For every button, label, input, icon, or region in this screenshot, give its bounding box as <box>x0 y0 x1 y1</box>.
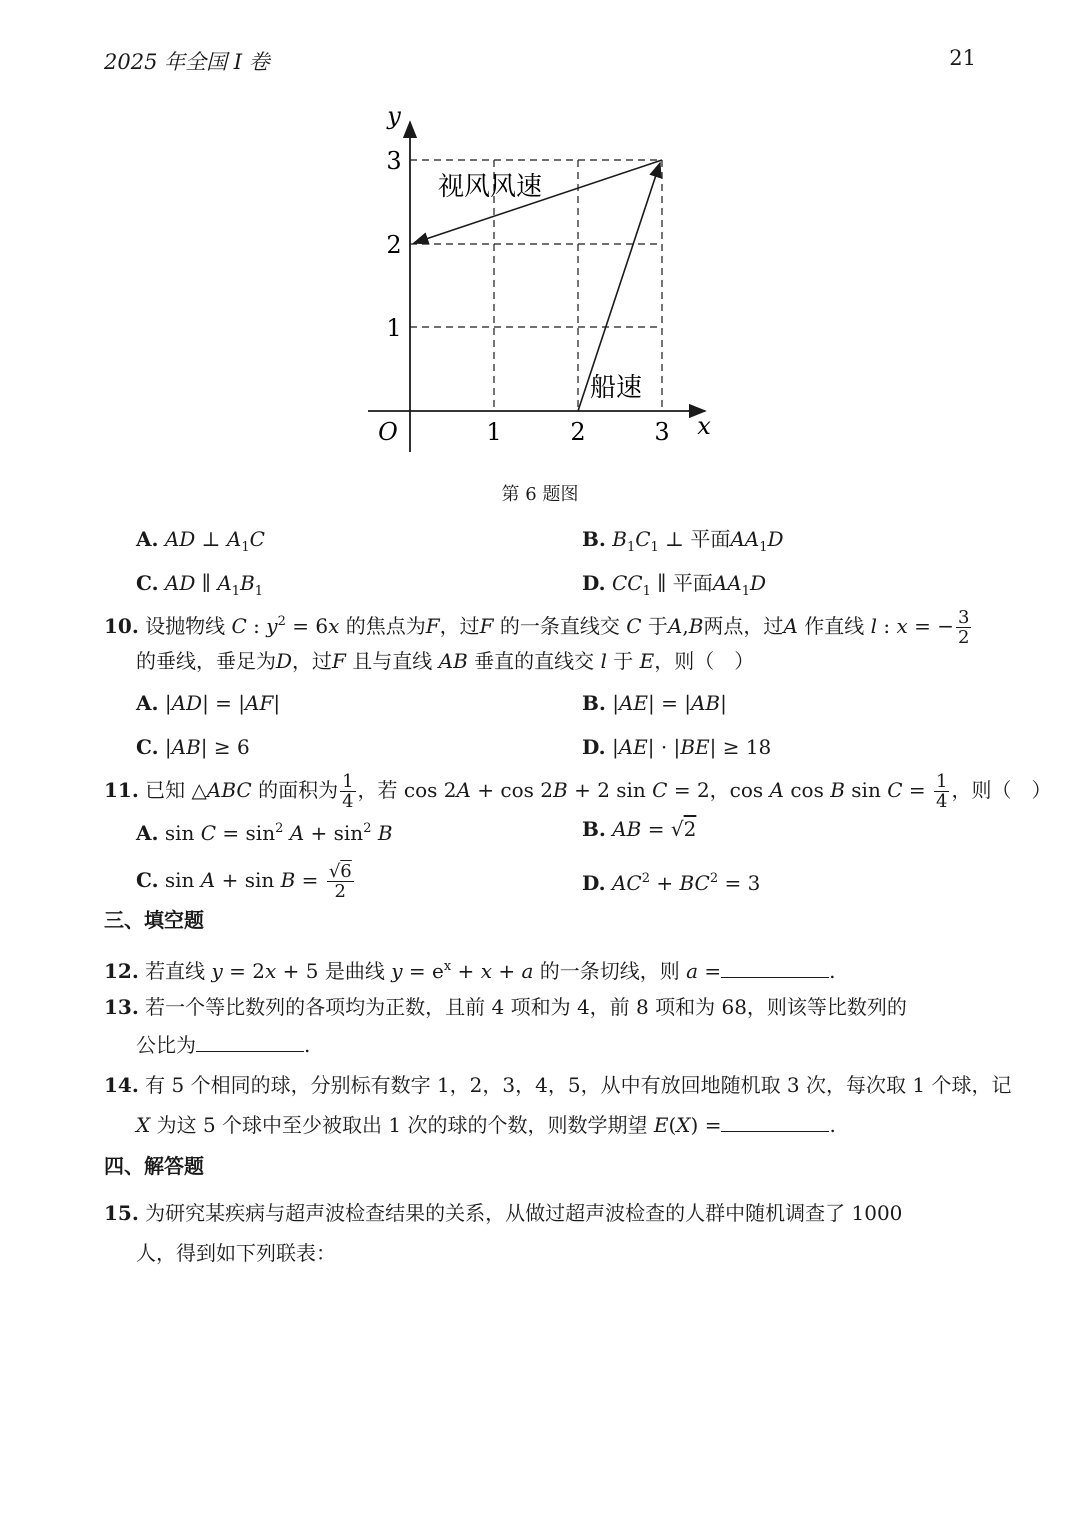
q9-option-d: D. $CC_1$ ∥ 平面$AA_1D$ <box>582 571 767 599</box>
x-tick-label: 3 <box>654 418 670 446</box>
q10-stem-line2: 的垂线，垂足为D，过F 且与直线 AB 垂直的直线交 l 于 E，则（ ） <box>136 649 755 673</box>
q10-stem-line1: 10. 设抛物线 C : $y^2 = 6x$ 的焦点为F，过F 的一条直线交 C 于A,B两点，过A 作直线 l : x = − $\frac{3}{2}$ <box>104 607 970 648</box>
x-axis-label: x <box>697 412 711 440</box>
running-header: 2025 年全国 I 卷 <box>104 50 270 74</box>
q11-stem: 11. 已知 △ABC 的面积为 $\frac{1}{4}$ ，若 cos 2A + cos 2B + 2 sin C = 2，cos A cos B sin C = $\frac{1}{4}$ ，则（ ） <box>104 771 1052 812</box>
y-tick-label: 3 <box>386 147 402 175</box>
answer-blank <box>721 1113 829 1132</box>
q9-option-b: B. $B_1C_1$ ⊥ 平面$AA_1D$ <box>582 527 784 555</box>
ship-speed-label: 船速 <box>590 373 643 403</box>
q9-option-c: C. AD ∥ $A_1B_1$ <box>136 571 264 599</box>
q11-option-a: A. $\sin C = \sin^2 A + \sin^2 B$ <box>136 821 393 845</box>
q11-option-c: C. sin A + sin B = $\frac{√6}{2}$ <box>136 861 352 902</box>
y-axis-label: y <box>387 102 401 130</box>
q14-stem-line1: 14. 有 5 个相同的球，分别标有数字 1，2，3，4，5，从中有放回地随机取 3 次，每次取 1 个球，记 <box>104 1073 1012 1097</box>
q10-option-c: C. |AB| ≥ 6 <box>136 735 250 759</box>
section-heading-fill-in: 三、填空题 <box>104 908 204 932</box>
q13-stem-line1: 13. 若一个等比数列的各项均为正数，且前 4 项和为 4，前 8 项和为 68，则该等比数列的 <box>104 995 907 1019</box>
q12-stem: 12. 若直线 y = 2x + 5 是曲线 $y = e^x + x + a$ 的一条切线，则 a = . <box>104 959 836 983</box>
figure-caption: 第 6 题图 <box>501 484 579 505</box>
answer-blank <box>721 959 829 978</box>
x-tick-label: 1 <box>486 418 502 446</box>
q11-option-d: D. $AC^2 + BC^2 = 3$ <box>582 871 761 895</box>
q11-option-b: B. AB = √2 <box>582 817 697 841</box>
q15-stem-line1: 15. 为研究某疾病与超声波检查结果的关系，从做过超声波检查的人群中随机调查了 1000 <box>104 1201 903 1225</box>
q15-stem-line2: 人，得到如下列联表： <box>136 1241 336 1265</box>
page-number: 21 <box>949 46 976 70</box>
q14-stem-line2: X 为这 5 个球中至少被取出 1 次的球的个数，则数学期望 E(X) = . <box>136 1113 836 1137</box>
answer-blank <box>196 1033 304 1052</box>
y-tick-label: 1 <box>386 314 402 342</box>
section-heading-answer: 四、解答题 <box>104 1154 204 1178</box>
q13-stem-line2: 公比为 . <box>136 1033 311 1057</box>
q10-option-b: B. |AE| = |AB| <box>582 691 727 715</box>
vector-figure <box>340 100 740 470</box>
q10-option-d: D. |AE| · |BE| ≥ 18 <box>582 735 772 759</box>
origin-label: O <box>378 418 398 446</box>
q10-option-a: A. |AD| = |AF| <box>136 691 281 715</box>
wind-speed-label: 视风风速 <box>438 172 543 202</box>
y-tick-label: 2 <box>386 231 402 259</box>
x-tick-label: 2 <box>570 418 586 446</box>
q9-option-a: A. AD ⊥ $A_1C$ <box>136 527 265 555</box>
